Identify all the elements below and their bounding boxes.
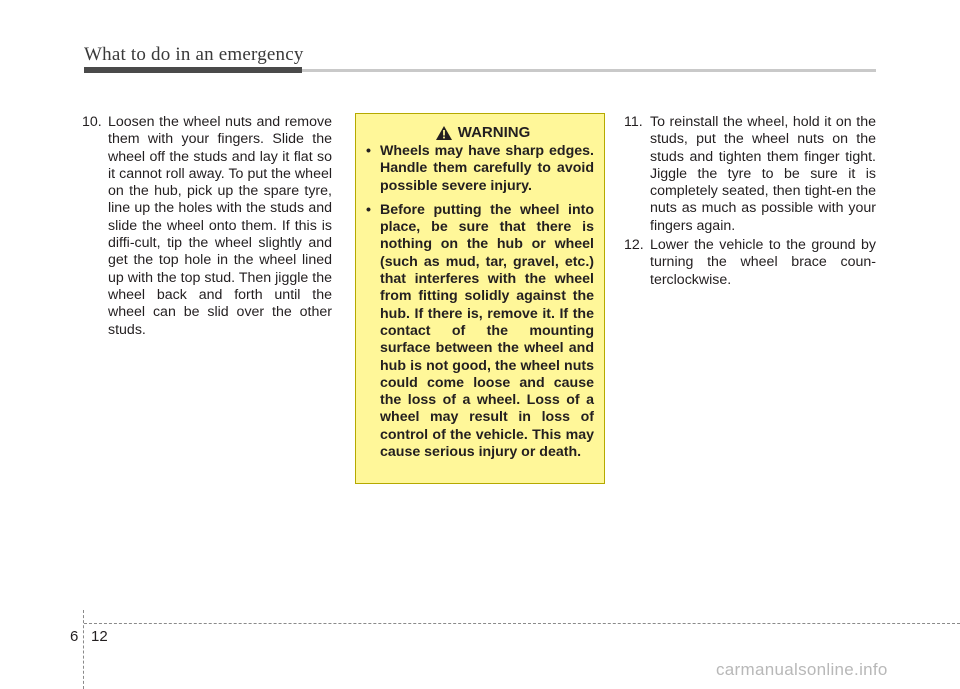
step-10 xyxy=(84,114,332,339)
chapter-number: 6 xyxy=(70,628,79,645)
page-number: 12 xyxy=(91,628,108,645)
footer-divider xyxy=(83,610,84,689)
step-12 xyxy=(626,237,876,289)
warning-item xyxy=(366,143,594,195)
right-column xyxy=(626,114,876,291)
warning-header xyxy=(372,124,594,141)
left-column xyxy=(84,114,332,341)
header-rule-accent xyxy=(84,67,302,73)
bullet: • xyxy=(366,201,371,218)
warning-triangle-icon xyxy=(436,126,452,140)
page-header-title: What to do in an emergency xyxy=(84,44,304,65)
warning-item-text: Before putting the wheel into place, be sure that there is nothing on the hub or wheel (such as mud, tar, gravel, etc.) that interferes with the wheel from fitting solidly against the hub. If there is, remove it. If the contact of the mounting surface between the wheel and hub is not good, the wheel nuts could come loose and cause the loss of a wheel. Loss of a wheel may result in loss of control of the vehicle. This may cause serious injury or death. xyxy=(380,201,594,461)
step-number: 11. xyxy=(624,114,643,130)
warning-item-text: Wheels may have sharp edges. Handle them carefully to avoid possible severe injury. xyxy=(380,143,594,194)
warning-item xyxy=(366,202,594,461)
step-number: 12. xyxy=(624,237,644,254)
step-text: Lower the vehicle to the ground by turning the wheel brace coun-terclockwise. xyxy=(650,237,876,288)
step-text: Loosen the wheel nuts and remove them with your fingers. Slide the wheel off the studs and lay it flat so it cannot roll away. To put the wheel on the hub, pick up the spare tyre, line up the holes with the studs and slide the wheel onto them. If this is diffi-cult, tip the wheel slightly and get the top hole in the wheel lined up with the top stud. Then jiggle the wheel back and forth until the wheel can be slid over the other studs. xyxy=(108,114,332,338)
footer-rule xyxy=(84,623,960,624)
watermark: carmanualsonline.info xyxy=(716,660,888,679)
step-number: 10. xyxy=(82,114,102,130)
warning-box xyxy=(355,113,605,484)
step-text: To reinstall the wheel, hold it on the studs, put the wheel nuts on the studs and tighten them finger tight. Jiggle the tyre to be sure it is completely seated, then tight-en the nuts as much as possible with your fingers again. xyxy=(650,114,876,234)
step-11 xyxy=(626,114,876,235)
bullet: • xyxy=(366,143,371,159)
warning-title: WARNING xyxy=(457,124,531,141)
